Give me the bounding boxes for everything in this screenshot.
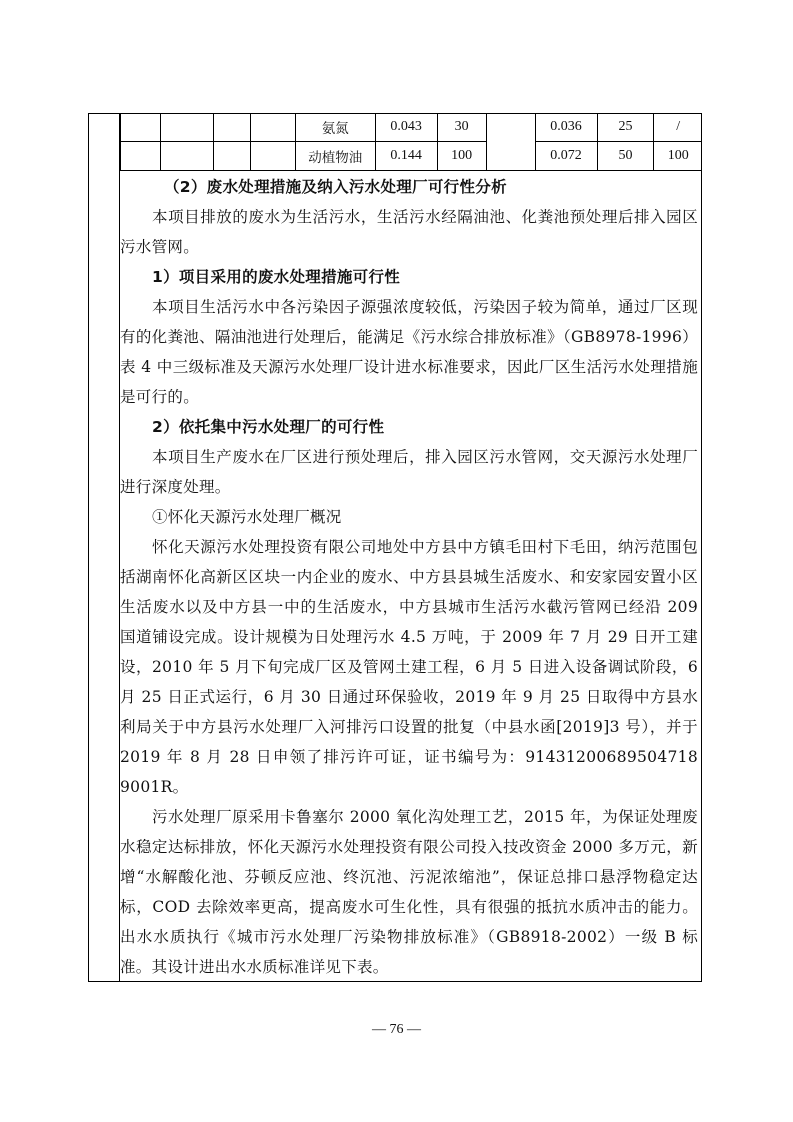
paragraph: 怀化天源污水处理投资有限公司地处中方县中方镇毛田村下毛田，纳污范围包括湖南怀化高新区区块一内企业的废水、中方县县城生活废水、和安家园安置小区生活废水以及中方县一中的生活废水，中方县城市生活污水截污管网已经沿 209 国道铺设完成。设计规模为日处理污水 4.5 万吨，于 2009 年 7 月 29 日开工建设，2010 年 5 月下旬完成厂区及管网土建工程，6 月 5 日进入设备调试阶段，6 月 25 日正式运行，6 月 30 日通过环保验收，2019 年 9 月 25 日取得中方县水利局关于中方县污水处理厂入河排污口设置的批复（中县水函[2019]3 号），并于 2019 年 8 月 28 日申领了排污许可证，证书编号为：91431200689504718 9001R。: [120, 538, 698, 796]
subsection-heading: 1）项目采用的废水处理措施可行性: [152, 268, 401, 286]
table-cell: 0.043: [375, 113, 437, 142]
paragraph: ①怀化天源污水处理厂概况: [152, 508, 342, 526]
table-cell: [121, 113, 161, 142]
pollutant-name-cell: 氨氮: [295, 113, 375, 142]
table-cell-merged: [486, 113, 535, 171]
table-cell: 50: [597, 142, 654, 171]
table-cell: [160, 113, 213, 142]
table-cell: [213, 113, 250, 142]
section-heading: （2）废水处理措施及纳入污水处理厂可行性分析: [164, 178, 507, 196]
table-cell: [160, 142, 213, 171]
table-cell: /: [654, 113, 702, 142]
paragraph: 本项目排放的废水为生活污水，生活污水经隔油池、化粪池预处理后排入园区污水管网。: [120, 208, 698, 256]
table-cell: 30: [437, 113, 486, 142]
table-cell: [213, 142, 250, 171]
paragraph: 本项目生产废水在厂区进行预处理后，排入园区污水管网，交天源污水处理厂进行深度处理。: [120, 448, 698, 496]
paragraph: 污水处理厂原采用卡鲁塞尔 2000 氧化沟处理工艺，2015 年，为保证处理废水稳定达标排放，怀化天源污水处理投资有限公司投入技改资金 2000 多万元，新增“水解酸化池、芬顿反应池、终沉池、污泥浓缩池”，保证总排口悬浮物稳定达标，COD 去除效率更高，提高废水可生化性，具有很强的抵抗水质冲击的能力。出水水质执行《城市污水处理厂污染物排放标准》（GB8918-2002）一级 B 标准。其设计进出水水质标准详见下表。: [120, 808, 698, 976]
table-cell: 0.072: [535, 142, 597, 171]
body-text: [120, 172, 698, 982]
table-cell: 100: [437, 142, 486, 171]
pollutant-name-cell: 动植物油: [295, 142, 375, 171]
page-number: — 76 —: [372, 1022, 421, 1037]
table-cell: [250, 142, 295, 171]
table-cell: [250, 113, 295, 142]
table-cell: 0.144: [375, 142, 437, 171]
table-cell: 0.036: [535, 113, 597, 142]
table-cell: [121, 142, 161, 171]
table-cell: 100: [654, 142, 702, 171]
table-row: [121, 142, 703, 171]
table-row: [121, 113, 703, 142]
paragraph: 本项目生活污水中各污染因子源强浓度较低，污染因子较为简单，通过厂区现有的化粪池、隔油池进行处理后，能满足《污水综合排放标准》（GB8978-1996）表 4 中三级标准及天源污水处理厂设计进水标准要求，因此厂区生活污水处理措施是可行的。: [120, 298, 698, 406]
subsection-heading: 2）依托集中污水处理厂的可行性: [152, 418, 385, 436]
table-cell: 25: [597, 113, 654, 142]
pollutant-table: [120, 113, 702, 171]
